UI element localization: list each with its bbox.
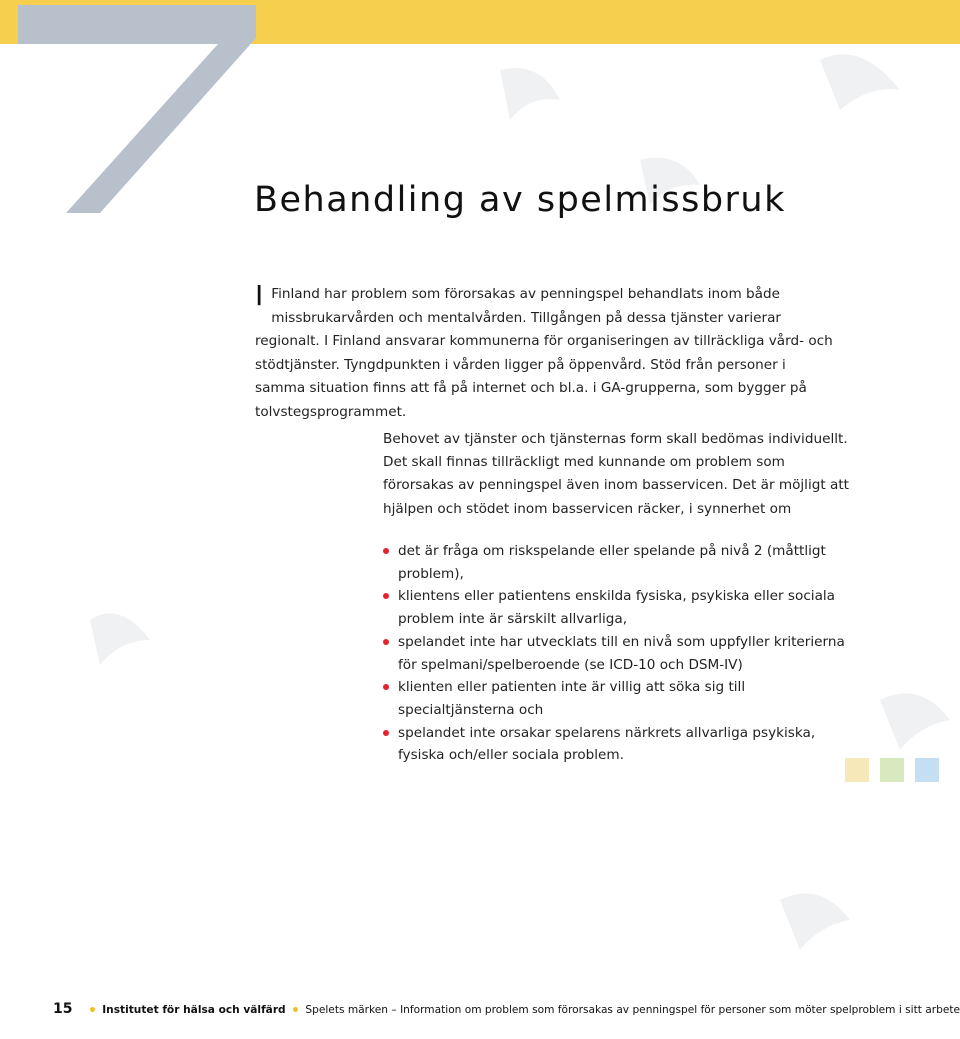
body-paragraph: Behovet av tjänster och tjänsternas form skall bedömas individuellt. Det skall finnas tillräckligt med kunnande om problem som förorsakas av penningspel även inom basservicen. Det är möjligt att hjälpen och stödet inom basservicen räcker, i synnerhet om	[383, 431, 850, 517]
decorative-square-yellow	[845, 758, 869, 782]
drop-cap: I	[255, 279, 264, 312]
bullet-icon	[383, 639, 389, 645]
criteria-list	[383, 540, 853, 767]
list-item: klienten eller patienten inte är villig att söka sig till specialtjänsterna och	[383, 676, 853, 721]
bullet-icon	[383, 730, 389, 736]
bullet-icon	[383, 548, 389, 554]
page-number: 15	[53, 1001, 73, 1017]
footer-publication: Spelets märken	[305, 1004, 389, 1016]
footer-subtitle: Information om problem som förorsakas av penningspel för personer som möter spelproblem i sitt arbete	[400, 1004, 960, 1016]
footer-dot-icon	[293, 1007, 298, 1012]
intro-paragraph	[255, 279, 835, 425]
bullet-icon	[383, 593, 389, 599]
page-title: Behandling av spelmissbruk	[254, 180, 786, 220]
list-item: klientens eller patientens enskilda fysiska, psykiska eller sociala problem inte är särskilt allvarliga,	[383, 585, 853, 630]
footer-dot-icon	[90, 1007, 95, 1012]
page-footer	[53, 1001, 960, 1017]
list-item: spelandet inte orsakar spelarens närkrets allvarliga psykiska, fysiska och/eller sociala problem.	[383, 722, 853, 767]
decorative-square-green	[880, 758, 904, 782]
list-item: det är fråga om riskspelande eller spelande på nivå 2 (måttligt problem),	[383, 540, 853, 585]
list-item: spelandet inte har utvecklats till en nivå som uppfyller kriterierna för spelmani/spelberoende (se ICD-10 och DSM-IV)	[383, 631, 853, 676]
intro-text: Finland har problem som förorsakas av penningspel behandlats inom både missbrukarvården och mentalvården. Tillgången på dessa tjänster varierar regionalt. I Finland ansvarar kommunerna för organiseringen av tillräckliga vård- och stödtjänster. Tyngdpunkten i vården ligger på öppenvård. Stöd från personer i samma situation finns att få på internet och bl.a. i GA-grupperna, som bygger på tolvstegsprogrammet.	[255, 286, 833, 420]
footer-institution: Institutet för hälsa och välfärd	[102, 1004, 286, 1016]
bullet-icon	[383, 684, 389, 690]
footer-dash: –	[391, 1004, 397, 1016]
chapter-number-seven-graphic	[0, 0, 270, 220]
decorative-square-blue	[915, 758, 939, 782]
